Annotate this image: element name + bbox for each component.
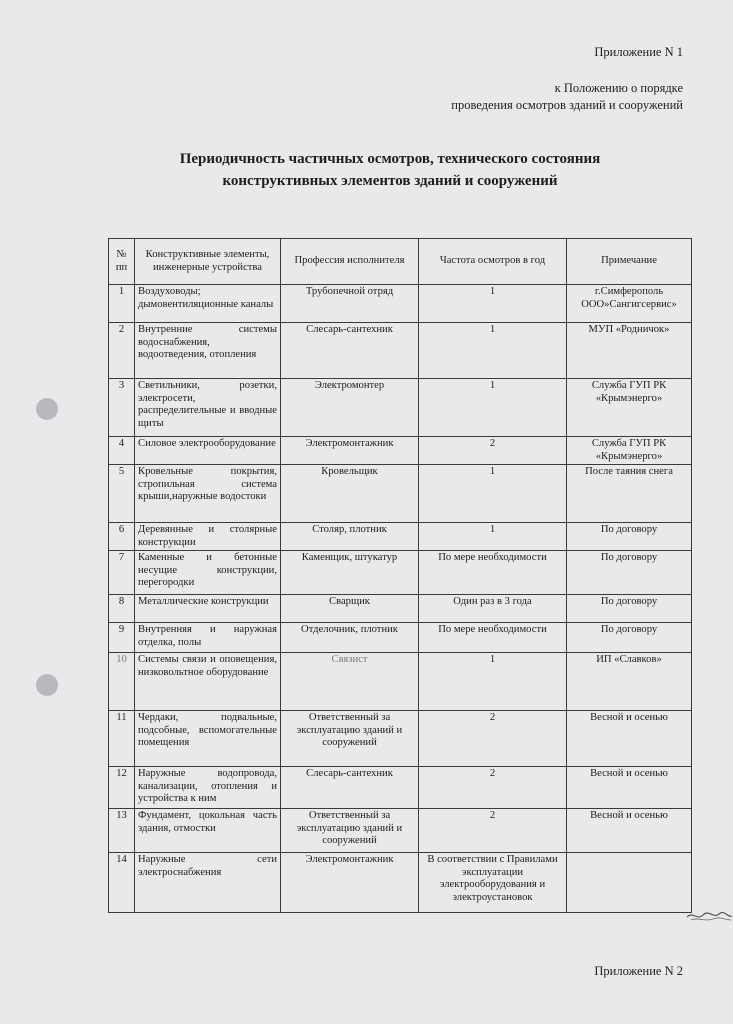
table-header-row	[109, 239, 692, 285]
row-frequency: По мере необходимости	[419, 623, 567, 653]
table-row	[109, 551, 692, 595]
row-profession: Трубопечной отряд	[281, 285, 419, 323]
row-number: 7	[109, 551, 135, 595]
next-appendix-label: Приложение N 2	[594, 964, 683, 978]
row-frequency: 1	[419, 523, 567, 551]
row-note: Весной и осенью	[567, 711, 692, 767]
table-row	[109, 595, 692, 623]
row-number: 4	[109, 437, 135, 465]
header-note: Примечание	[567, 239, 692, 285]
row-profession: Ответственный за эксплуатацию зданий и сооружений	[281, 809, 419, 853]
row-profession: Слесарь-сантехник	[281, 767, 419, 809]
row-element: Фундамент, цокольная часть здания, отмостки	[135, 809, 281, 853]
row-number: 14	[109, 853, 135, 913]
row-frequency: 2	[419, 767, 567, 809]
row-element: Каменные и бетонные несущие конструкции, перегородки	[135, 551, 281, 595]
row-element: Светильники, розетки, электросети, распределительные и вводные щиты	[135, 379, 281, 437]
table-row	[109, 809, 692, 853]
table-row	[109, 323, 692, 379]
row-profession: Электромонтажник	[281, 853, 419, 913]
row-number: 5	[109, 465, 135, 523]
row-profession: Электромонтажник	[281, 437, 419, 465]
table-row	[109, 523, 692, 551]
row-number: 1	[109, 285, 135, 323]
row-profession: Каменщик, штукатур	[281, 551, 419, 595]
punch-hole	[36, 398, 58, 420]
table-row	[109, 285, 692, 323]
reference-line-2: проведения осмотров зданий и сооружений	[451, 98, 683, 112]
row-number: 6	[109, 523, 135, 551]
header-profession: Профессия исполнителя	[281, 239, 419, 285]
row-element: Силовое электрооборудование	[135, 437, 281, 465]
row-frequency: 1	[419, 323, 567, 379]
row-frequency: 2	[419, 711, 567, 767]
row-note: Служба ГУП РК «Крымэнерго»	[567, 379, 692, 437]
row-element: Наружные сети электроснабжения	[135, 853, 281, 913]
row-element: Наружные водопровода, канализации, отопления и устройства к ним	[135, 767, 281, 809]
table-row	[109, 379, 692, 437]
row-element: Внутренняя и наружная отделка, полы	[135, 623, 281, 653]
row-frequency: 1	[419, 653, 567, 711]
punch-hole	[36, 674, 58, 696]
row-number: 13	[109, 809, 135, 853]
row-note: По договору	[567, 595, 692, 623]
row-note: По договору	[567, 551, 692, 595]
row-element: Деревянные и столярные конструкции	[135, 523, 281, 551]
row-number: 2	[109, 323, 135, 379]
header-frequency: Частота осмотров в год	[419, 239, 567, 285]
row-note: Весной и осенью	[567, 809, 692, 853]
row-profession: Сварщик	[281, 595, 419, 623]
row-element: Металлические конструкции	[135, 595, 281, 623]
row-note: Весной и осенью	[567, 767, 692, 809]
title-line-2: конструктивных элементов зданий и сооружений	[222, 173, 558, 189]
row-frequency: По мере необходимости	[419, 551, 567, 595]
inspection-table	[108, 238, 692, 913]
row-frequency: 1	[419, 379, 567, 437]
row-note: МУП «Родничок»	[567, 323, 692, 379]
row-profession: Столяр, плотник	[281, 523, 419, 551]
reference-line-1: к Положению о порядке	[554, 81, 683, 95]
row-frequency: 2	[419, 809, 567, 853]
row-number: 3	[109, 379, 135, 437]
table-row	[109, 767, 692, 809]
row-profession: Электромонтер	[281, 379, 419, 437]
row-frequency: 1	[419, 465, 567, 523]
row-profession: Связист	[281, 653, 419, 711]
row-profession: Ответственный за эксплуатацию зданий и сооружений	[281, 711, 419, 767]
row-element: Кровельные покрытия, стропильная система крыши,наружные водостоки	[135, 465, 281, 523]
row-frequency: 1	[419, 285, 567, 323]
row-number: 9	[109, 623, 135, 653]
header-number: № пп	[109, 239, 135, 285]
row-note: По договору	[567, 623, 692, 653]
regulation-reference	[451, 80, 683, 114]
row-profession: Кровельщик	[281, 465, 419, 523]
row-number: 11	[109, 711, 135, 767]
row-frequency: 2	[419, 437, 567, 465]
title-line-1: Периодичность частичных осмотров, технического состояния	[179, 151, 601, 167]
row-element: Внутренние системы водоснабжения, водоотведения, отопления	[135, 323, 281, 379]
row-note: Служба ГУП РК «Крымэнерго»	[567, 437, 692, 465]
row-note: г.Симферополь ООО»Сангигсервис»	[567, 285, 692, 323]
table-row	[109, 437, 692, 465]
row-note: По договору	[567, 523, 692, 551]
table-row	[109, 653, 692, 711]
row-frequency: В соответствии с Правилами эксплуатации электрооборудования и электроустановок	[419, 853, 567, 913]
table-row	[109, 711, 692, 767]
row-element: Системы связи и оповещения, низковольтное оборудование	[135, 653, 281, 711]
row-frequency: Один раз в 3 года	[419, 595, 567, 623]
table-row	[109, 623, 692, 653]
table-row	[109, 465, 692, 523]
row-note: После таяния снега	[567, 465, 692, 523]
row-number: 8	[109, 595, 135, 623]
ink-scribble-mark	[685, 908, 733, 924]
row-profession: Слесарь-сантехник	[281, 323, 419, 379]
row-profession: Отделочник, плотник	[281, 623, 419, 653]
row-note: ИП «Славков»	[567, 653, 692, 711]
row-note	[567, 853, 692, 913]
page-title	[90, 148, 690, 192]
appendix-label: Приложение N 1	[594, 45, 683, 59]
header-element: Конструктивные элементы, инженерные устройства	[135, 239, 281, 285]
row-element: Воздуховоды; дымовентиляционные каналы	[135, 285, 281, 323]
row-number: 12	[109, 767, 135, 809]
table-row	[109, 853, 692, 913]
row-element: Чердаки, подвальные, подсобные, вспомогательные помещения	[135, 711, 281, 767]
row-number: 10	[109, 653, 135, 711]
